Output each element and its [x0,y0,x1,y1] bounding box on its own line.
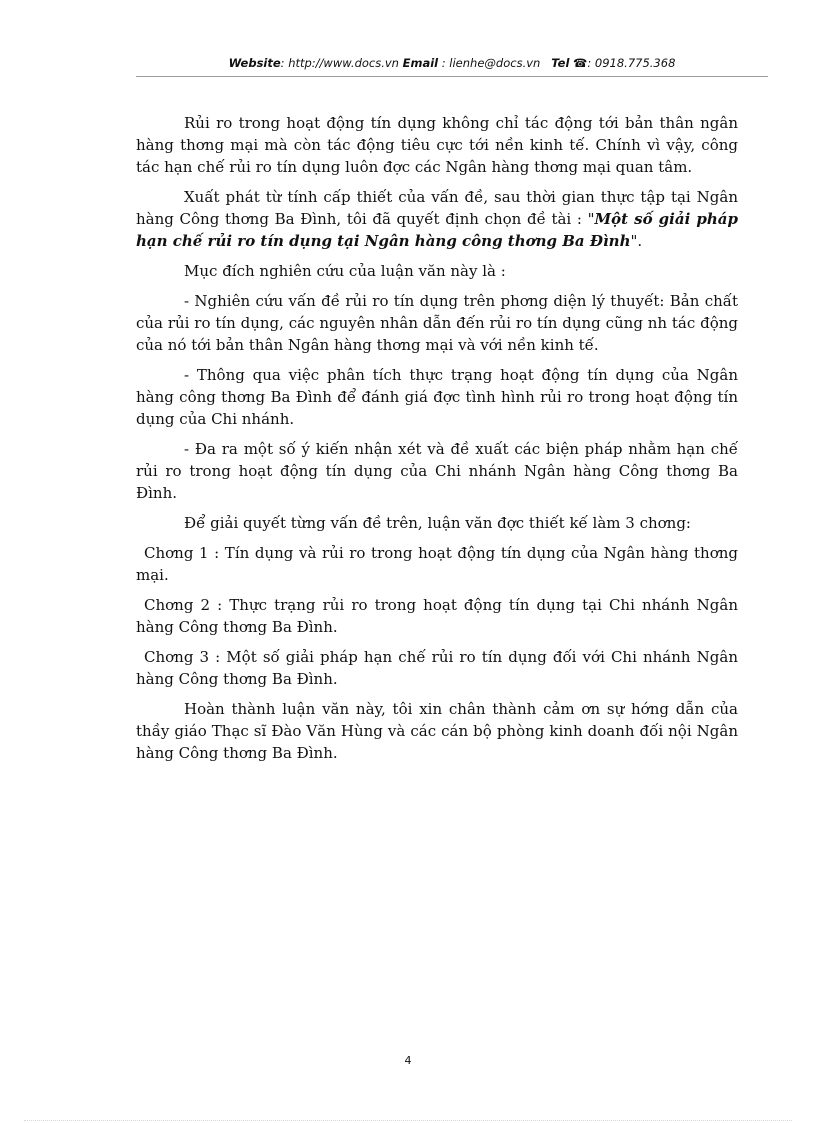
paragraph-1: Rủi ro trong hoạt động tín dụng không chỉ tác động tới bản thân ngân hàng thơng mại mà còn tác động tiêu cực tới nền kinh tế. Chính vì vậy, công tác hạn chế rủi ro tín dụng luôn đợc các Ngân hàng thơng mại quan tâm. [136,114,738,176]
thesis-title: Một số giải pháp hạn chế rủi ro tín dụng tại Ngân hàng công thơng Ba Đình [136,210,738,250]
page-header [136,56,768,70]
website-value: : http://www.docs.vn [280,56,399,70]
paragraph-4: - Nghiên cứu vấn đề rủi ro tín dụng trên phơng diện lý thuyết: Bản chất của rủi ro tín dụng, các nguyên nhân dẫn đến rủi ro tín dụng cũng nh tác động của nó tới bản thân Ngân hàng thơng mại và với nền kinh tế. [136,292,738,354]
chapter-2: Chơng 2 : Thực trạng rủi ro trong hoạt động tín dụng tại Chi nhánh Ngân hàng Công thơng Ba Đình. [136,596,738,636]
header-rule [136,76,768,77]
paragraph-2-text: Xuất phát từ tính cấp thiết của vấn đề, sau thời gian thực tập tại Ngân hàng Công thơng Ba Đình, tôi đã quyết định chọn đề tài : " [136,188,738,228]
email-value: : lienhe@docs.vn [438,56,541,70]
paragraph-8: Hoàn thành luận văn này, tôi xin chân thành cảm ơn sự hớng dẫn của thầy giáo Thạc sĩ Đào Văn Hùng và các cán bộ phòng kinh doanh đối nội Ngân hàng Công thơng Ba Đình. [136,700,738,762]
document-body [136,112,738,772]
paragraph-2 [136,186,738,252]
chapter-1: Chơng 1 : Tín dụng và rủi ro trong hoạt động tín dụng của Ngân hàng thơng mại. [136,544,738,584]
tel-label: Tel [551,56,570,70]
paragraph-7: Để giải quyết từng vấn đề trên, luận văn đợc thiết kế làm 3 chơng: [184,514,691,532]
paragraph-6: - Đa ra một số ý kiến nhận xét và đề xuất các biện pháp nhằm hạn chế rủi ro trong hoạt động tín dụng của Chi nhánh Ngân hàng Công thơng Ba Đình. [136,440,738,502]
tel-value: : 0918.775.368 [587,56,676,70]
page-number: 4 [404,1054,412,1067]
website-label: Website [228,56,281,70]
paragraph-3: Mục đích nghiên cứu của luận văn này là : [184,262,506,280]
phone-icon: ☎ [573,56,588,70]
paragraph-2-end: ". [630,232,643,250]
chapter-3: Chơng 3 : Một số giải pháp hạn chế rủi ro tín dụng đối với Chi nhánh Ngân hàng Công thơng Ba Đình. [136,648,738,688]
paragraph-5: - Thông qua việc phân tích thực trạng hoạt động tín dụng của Ngân hàng công thơng Ba Đình để đánh giá đợc tình hình rủi ro trong hoạt động tín dụng của Chi nhánh. [136,366,738,428]
email-label: Email [402,56,439,70]
page-bottom-border [24,1120,792,1121]
